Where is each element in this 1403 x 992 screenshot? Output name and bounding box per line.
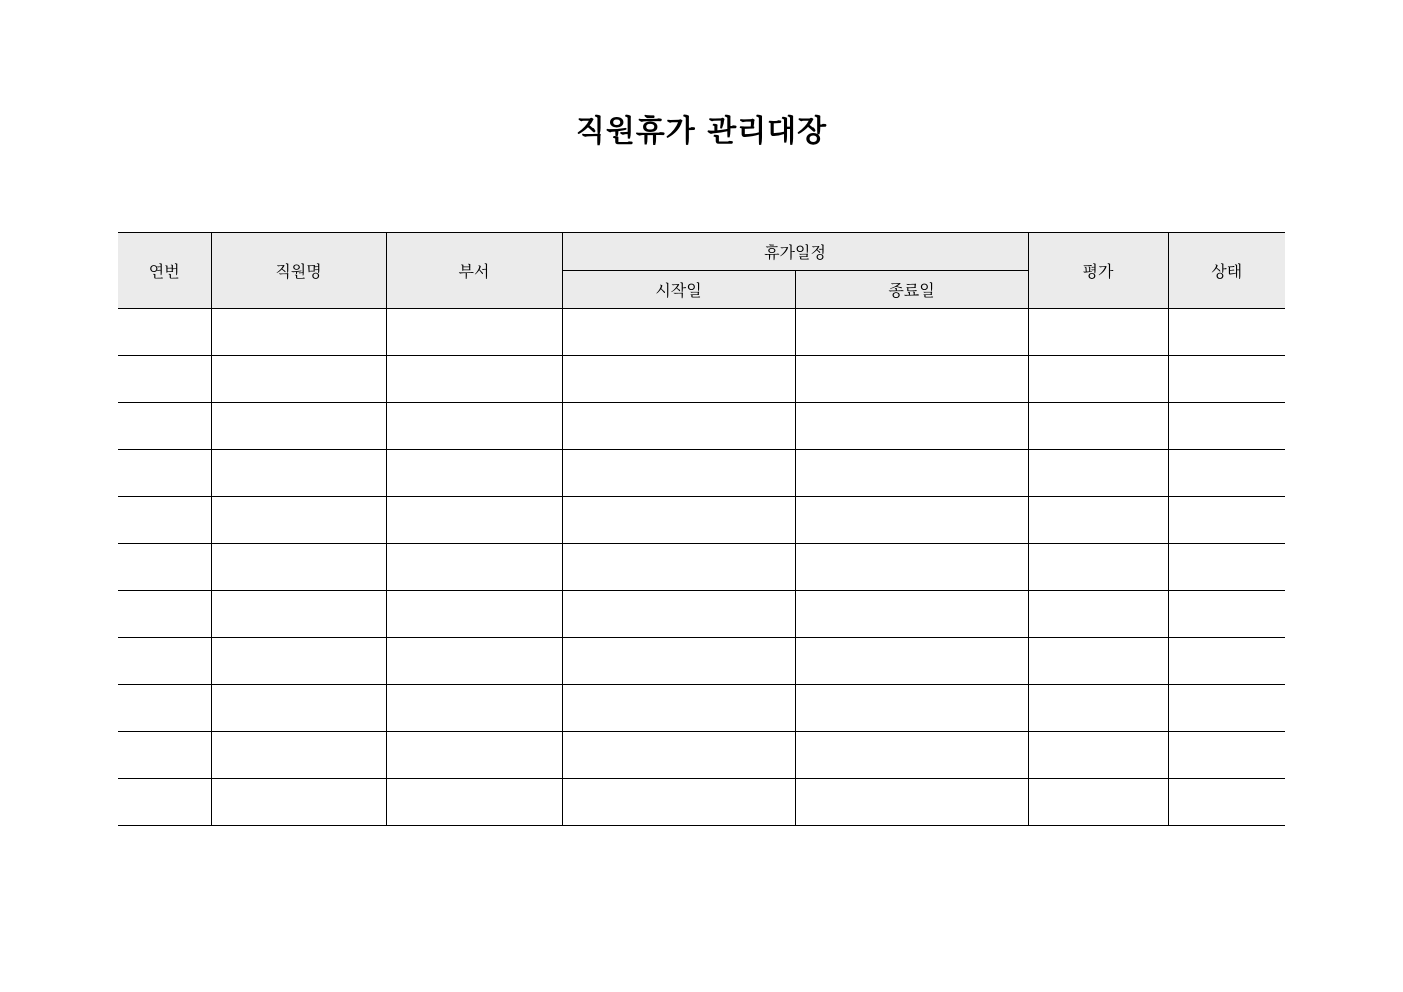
header-employee-name: 직원명 [211,233,386,309]
header-end-date: 종료일 [795,271,1028,309]
cell-start-date[interactable] [562,685,795,732]
cell-evaluation[interactable] [1028,685,1168,732]
cell-evaluation[interactable] [1028,497,1168,544]
cell-status[interactable] [1168,309,1285,356]
cell-end-date[interactable] [795,450,1028,497]
page-title: 직원휴가 관리대장 [575,114,828,149]
cell-end-date[interactable] [795,591,1028,638]
cell-end-date[interactable] [795,403,1028,450]
table-row [118,638,1285,685]
cell-department[interactable] [386,732,562,779]
cell-serial[interactable] [118,685,211,732]
header-serial: 연번 [118,233,211,309]
cell-serial[interactable] [118,497,211,544]
cell-serial[interactable] [118,403,211,450]
table-row [118,732,1285,779]
cell-serial[interactable] [118,544,211,591]
cell-employee-name[interactable] [211,732,386,779]
cell-department[interactable] [386,309,562,356]
table-row [118,591,1285,638]
cell-serial[interactable] [118,779,211,826]
cell-status[interactable] [1168,497,1285,544]
cell-end-date[interactable] [795,497,1028,544]
cell-end-date[interactable] [795,685,1028,732]
cell-serial[interactable] [118,732,211,779]
cell-status[interactable] [1168,544,1285,591]
cell-start-date[interactable] [562,779,795,826]
cell-start-date[interactable] [562,497,795,544]
cell-status[interactable] [1168,638,1285,685]
cell-evaluation[interactable] [1028,309,1168,356]
table-row [118,450,1285,497]
cell-status[interactable] [1168,685,1285,732]
cell-end-date[interactable] [795,732,1028,779]
cell-department[interactable] [386,450,562,497]
cell-employee-name[interactable] [211,591,386,638]
table-row [118,685,1285,732]
cell-end-date[interactable] [795,638,1028,685]
cell-end-date[interactable] [795,356,1028,403]
table-row [118,403,1285,450]
cell-employee-name[interactable] [211,638,386,685]
leave-ledger-table [118,232,1285,826]
header-department: 부서 [386,233,562,309]
cell-status[interactable] [1168,732,1285,779]
cell-employee-name[interactable] [211,779,386,826]
cell-status[interactable] [1168,403,1285,450]
cell-serial[interactable] [118,450,211,497]
cell-employee-name[interactable] [211,356,386,403]
cell-department[interactable] [386,779,562,826]
table-row [118,356,1285,403]
cell-evaluation[interactable] [1028,779,1168,826]
cell-evaluation[interactable] [1028,591,1168,638]
cell-start-date[interactable] [562,403,795,450]
cell-employee-name[interactable] [211,685,386,732]
cell-evaluation[interactable] [1028,450,1168,497]
cell-department[interactable] [386,544,562,591]
cell-end-date[interactable] [795,544,1028,591]
cell-employee-name[interactable] [211,309,386,356]
cell-evaluation[interactable] [1028,403,1168,450]
cell-status[interactable] [1168,450,1285,497]
cell-status[interactable] [1168,779,1285,826]
cell-employee-name[interactable] [211,544,386,591]
cell-serial[interactable] [118,356,211,403]
header-leave-schedule: 휴가일정 [562,233,1028,271]
cell-start-date[interactable] [562,309,795,356]
cell-employee-name[interactable] [211,497,386,544]
cell-department[interactable] [386,638,562,685]
cell-department[interactable] [386,403,562,450]
cell-department[interactable] [386,356,562,403]
cell-evaluation[interactable] [1028,356,1168,403]
cell-department[interactable] [386,497,562,544]
table-row [118,497,1285,544]
cell-start-date[interactable] [562,638,795,685]
cell-start-date[interactable] [562,544,795,591]
cell-status[interactable] [1168,356,1285,403]
cell-status[interactable] [1168,591,1285,638]
table-row [118,779,1285,826]
cell-start-date[interactable] [562,732,795,779]
cell-serial[interactable] [118,638,211,685]
cell-employee-name[interactable] [211,403,386,450]
header-status: 상태 [1168,233,1285,309]
cell-department[interactable] [386,685,562,732]
table-header [118,233,1285,309]
cell-evaluation[interactable] [1028,732,1168,779]
header-evaluation: 평가 [1028,233,1168,309]
cell-evaluation[interactable] [1028,638,1168,685]
cell-serial[interactable] [118,591,211,638]
table-row [118,309,1285,356]
cell-end-date[interactable] [795,779,1028,826]
header-start-date: 시작일 [562,271,795,309]
cell-evaluation[interactable] [1028,544,1168,591]
table-row [118,544,1285,591]
cell-start-date[interactable] [562,591,795,638]
cell-start-date[interactable] [562,450,795,497]
cell-department[interactable] [386,591,562,638]
cell-serial[interactable] [118,309,211,356]
table-body [118,309,1285,826]
cell-end-date[interactable] [795,309,1028,356]
cell-employee-name[interactable] [211,450,386,497]
cell-start-date[interactable] [562,356,795,403]
